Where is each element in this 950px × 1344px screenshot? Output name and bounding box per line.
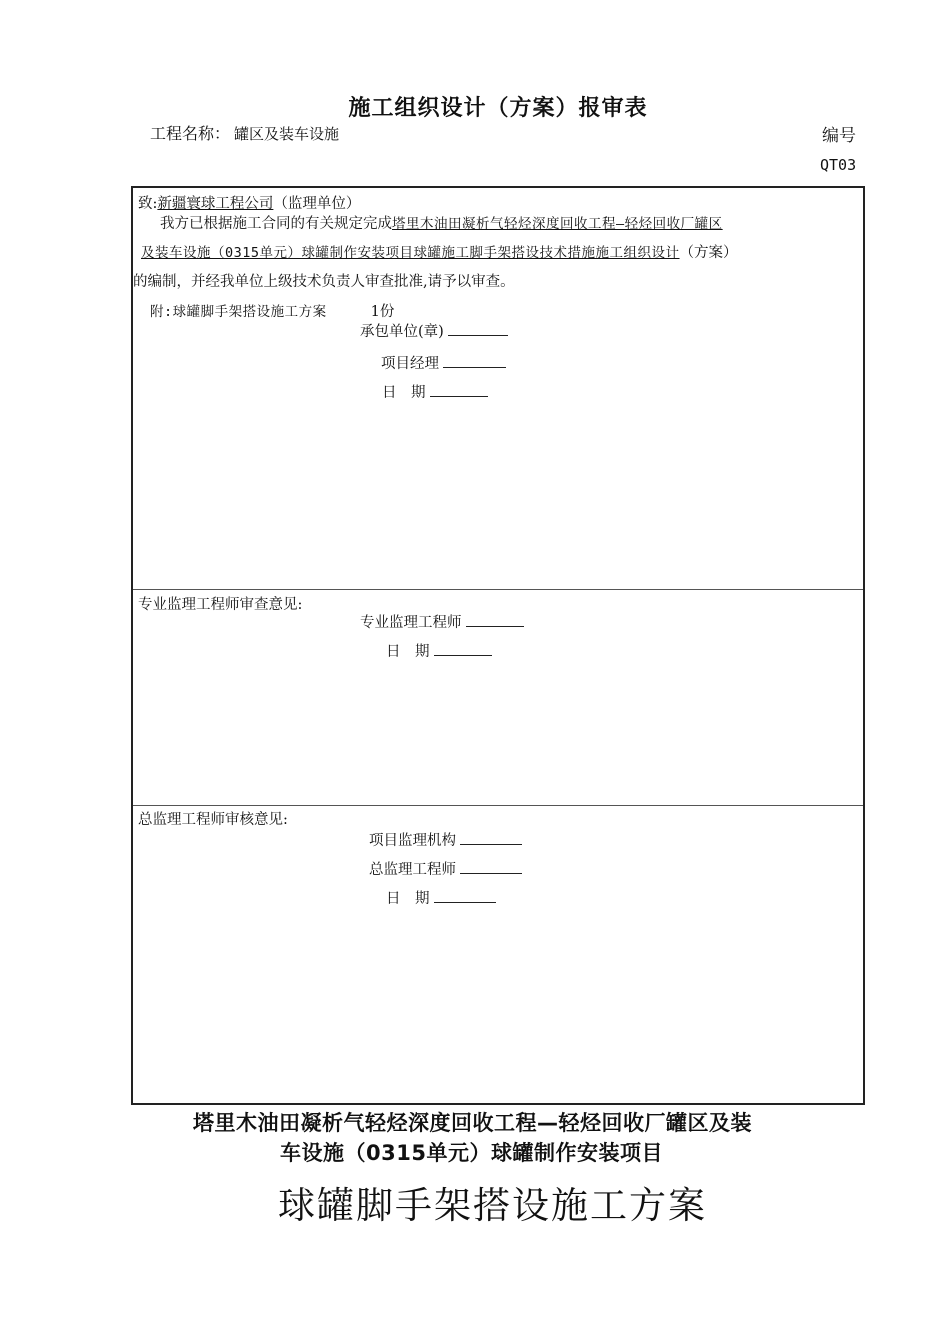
section1-date	[382, 381, 488, 402]
org-label: 项目监理机构	[369, 833, 456, 849]
section3-date-blank	[434, 888, 496, 903]
body-line-1	[160, 212, 723, 233]
engineer-blank	[466, 612, 524, 627]
org-signature	[369, 829, 522, 850]
attachment-count: 1份	[370, 304, 395, 320]
body-line-2-project: 及装车设施（0315单元）球罐制作安装项目球罐施工脚手架搭设技术措施施工组织设计	[141, 245, 680, 261]
project-field	[150, 121, 339, 144]
body-line-2-plain: （方案）	[679, 245, 738, 261]
chief-label: 总监理工程师	[369, 862, 456, 878]
form-title: 施工组织设计（方案）报审表	[348, 95, 648, 121]
section2-date-label: 日 期	[386, 644, 430, 660]
section3-date-label: 日 期	[386, 891, 430, 907]
section1-date-blank	[430, 382, 488, 397]
form-frame	[131, 186, 865, 1105]
org-blank	[460, 830, 522, 845]
manager-label: 项目经理	[381, 356, 439, 372]
manager-signature	[381, 352, 506, 373]
number-label: 编号	[822, 126, 856, 146]
supervisor-company: 新疆寰球工程公司	[157, 196, 274, 212]
body-line-2	[141, 241, 738, 262]
attachment-line	[150, 300, 394, 321]
engineer-label: 专业监理工程师	[360, 615, 462, 631]
section-divider-2	[133, 805, 863, 806]
addressee-line	[138, 192, 360, 213]
section2-date	[386, 640, 492, 661]
contractor-blank	[448, 321, 508, 336]
chief-blank	[460, 859, 522, 874]
cover-plan-title: 球罐脚手架搭设施工方案	[278, 1184, 707, 1227]
manager-blank	[443, 353, 506, 368]
section2-date-blank	[434, 641, 492, 656]
contractor-label: 承包单位(章)	[360, 324, 444, 340]
addressee-prefix: 致:	[138, 196, 158, 212]
contractor-signature	[360, 320, 508, 341]
body-line-1-project: 塔里木油田凝析气轻烃深度回收工程—轻烃回收厂罐区	[392, 216, 723, 232]
body-line-1-plain: 我方已根据施工合同的有关规定完成	[160, 216, 392, 232]
project-name: 罐区及装车设施	[234, 125, 340, 143]
body-line-3: 的编制，并经我单位上级技术负责人审查批准,请予以审查。	[133, 274, 515, 290]
engineer-signature	[360, 611, 524, 632]
section-divider-1	[133, 589, 863, 590]
cover-project-line-2: 车设施（0315单元）球罐制作安装项目	[280, 1141, 663, 1165]
addressee-suffix: （监理单位）	[273, 196, 361, 212]
chief-signature	[369, 858, 522, 879]
cover-project-line-1: 塔里木油田凝析气轻烃深度回收工程—轻烃回收厂罐区及装	[193, 1111, 752, 1135]
number-value: QT03	[820, 156, 857, 174]
section1-date-label: 日 期	[382, 385, 426, 401]
project-label: 工程名称：	[150, 124, 231, 143]
engineer-review-heading: 专业监理工程师审查意见:	[138, 597, 303, 613]
attachment-name: 附:球罐脚手架搭设施工方案	[150, 304, 327, 320]
chief-review-heading: 总监理工程师审核意见:	[138, 812, 288, 828]
section3-date	[386, 887, 496, 908]
